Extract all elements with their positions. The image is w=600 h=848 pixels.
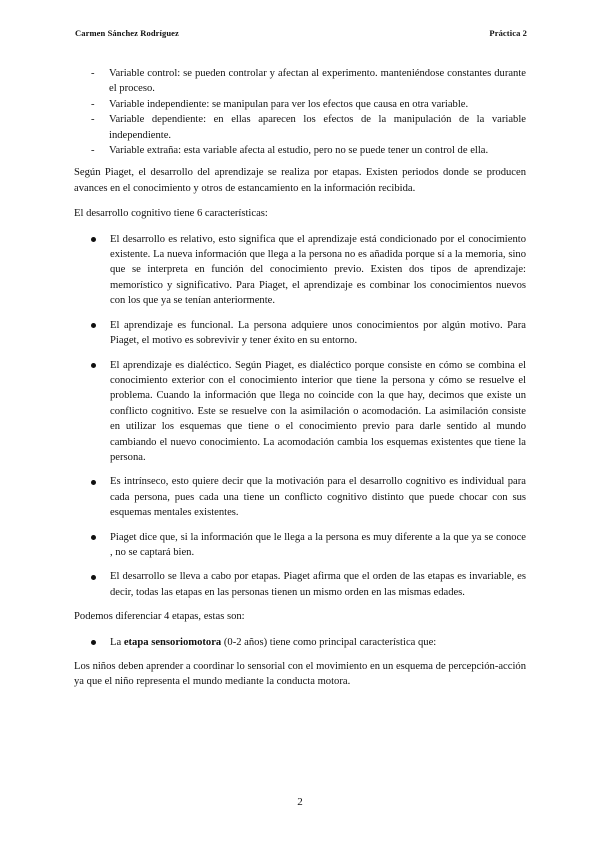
variables-list	[74, 66, 526, 158]
list-item-text: Variable independiente: se manipulan para ver los efectos que causa en otra variable.	[109, 98, 469, 110]
list-item	[74, 97, 526, 112]
characteristics-list	[74, 232, 526, 601]
list-item-text: Piaget dice que, si la información que le llega a la persona es muy diferente a la que ya se conoce , no se captará bien.	[110, 531, 526, 558]
list-item-text: Variable control: se pueden controlar y afectan al experimento. manteniéndose constantes durante el proceso.	[109, 68, 526, 95]
list-item	[74, 635, 526, 650]
list-item	[74, 66, 526, 97]
list-item	[74, 474, 526, 520]
page-header	[75, 28, 527, 38]
dash-marker: -	[91, 98, 95, 110]
header-doc-title: Práctica 2	[489, 28, 527, 38]
page-number: 2	[297, 796, 303, 808]
list-item-text: Variable dependiente: en ellas aparecen los efectos de la manipulación de la variable independiente.	[109, 114, 526, 141]
list-item	[74, 232, 526, 309]
list-item	[74, 143, 526, 158]
list-item	[74, 358, 526, 466]
piaget-intro-paragraph: Según Piaget, el desarrollo del aprendizaje se realiza por etapas. Existen periodos donde se producen avances en el conocimiento y otros de estancamiento en la información recibida.	[74, 167, 526, 194]
dash-marker: -	[91, 114, 95, 126]
dash-marker: -	[91, 145, 95, 157]
bullet-icon	[91, 363, 96, 368]
stages-intro-paragraph: Podemos diferenciar 4 etapas, estas son:	[74, 611, 245, 623]
stage-prefix: La	[110, 636, 124, 648]
bullet-icon	[91, 480, 96, 485]
dash-marker: -	[91, 68, 95, 79]
list-item-text: El aprendizaje es dialéctico. Según Piaget, es dialéctico porque consiste en cómo se combina el conocimiento exterior con el conocimiento interior que tiene la persona y cómo se resuelve el problema. Cuando la información que llega no coincide con la que hay, decimos que existe un conflicto cognitivo. Este se resuelve con la asimilación o acomodación. La asimilación consiste en utilizar los esquemas que tiene o el conocimiento previo para darle sentido al mundo cambiando el nuevo conocimiento. La acomodación cambia los esquemas existentes que tiene la persona.	[110, 359, 526, 463]
list-item	[74, 530, 526, 561]
list-item	[74, 569, 526, 600]
list-item-text: Es intrínseco, esto quiere decir que la motivación para el desarrollo cognitivo es individual para cada persona, pues cada una tiene un conflicto cognitivo distinto que puede chocar con sus esquemas mentales existentes.	[110, 476, 526, 519]
bullet-icon	[91, 535, 96, 540]
stages-list	[74, 635, 526, 650]
bullet-icon	[91, 575, 96, 580]
list-item-text: El desarrollo se lleva a cabo por etapas. Piaget afirma que el orden de las etapas es invariable, es decir, todas las etapas en las personas tienen un mismo orden en las mismas edades.	[110, 571, 526, 598]
bullet-icon	[91, 640, 96, 645]
list-item-text: Variable extraña: esta variable afecta al estudio, pero no se puede tener un control de ella.	[109, 145, 489, 157]
stage-suffix: (0-2 años) tiene como principal característica que:	[221, 636, 437, 648]
page-body	[74, 66, 526, 700]
stage-name: etapa sensoriomotora	[123, 636, 222, 648]
list-item	[74, 318, 526, 349]
list-item-text: El aprendizaje es funcional. La persona adquiere unos conocimientos por algún motivo. Para Piaget, el motivo es sobrevivir y tener éxito en su entorno.	[110, 319, 526, 347]
sensorimotor-paragraph: Los niños deben aprender a coordinar lo sensorial con el movimiento en un esquema de percepción-acción ya que el niño representa el mundo mediante la conducta motora.	[74, 661, 526, 688]
header-author: Carmen Sánchez Rodríguez	[75, 28, 179, 38]
characteristics-intro-paragraph: El desarrollo cognitivo tiene 6 características:	[74, 208, 268, 220]
bullet-icon	[91, 237, 96, 242]
bullet-icon	[91, 323, 96, 328]
list-item	[74, 112, 526, 143]
list-item-text: El desarrollo es relativo, esto significa que el aprendizaje está condicionado por el conocimiento existente. La nueva información que llega a la persona no es añadida porque sí a la memoria, sino que se interpreta en función del conocimiento previo. Existen dos tipos de aprendizaje: memorístico y significativo. Para Piaget, el aprendizaje es combinar los conocimientos nuevos con los que ya se tenían anteriormente.	[110, 233, 526, 307]
